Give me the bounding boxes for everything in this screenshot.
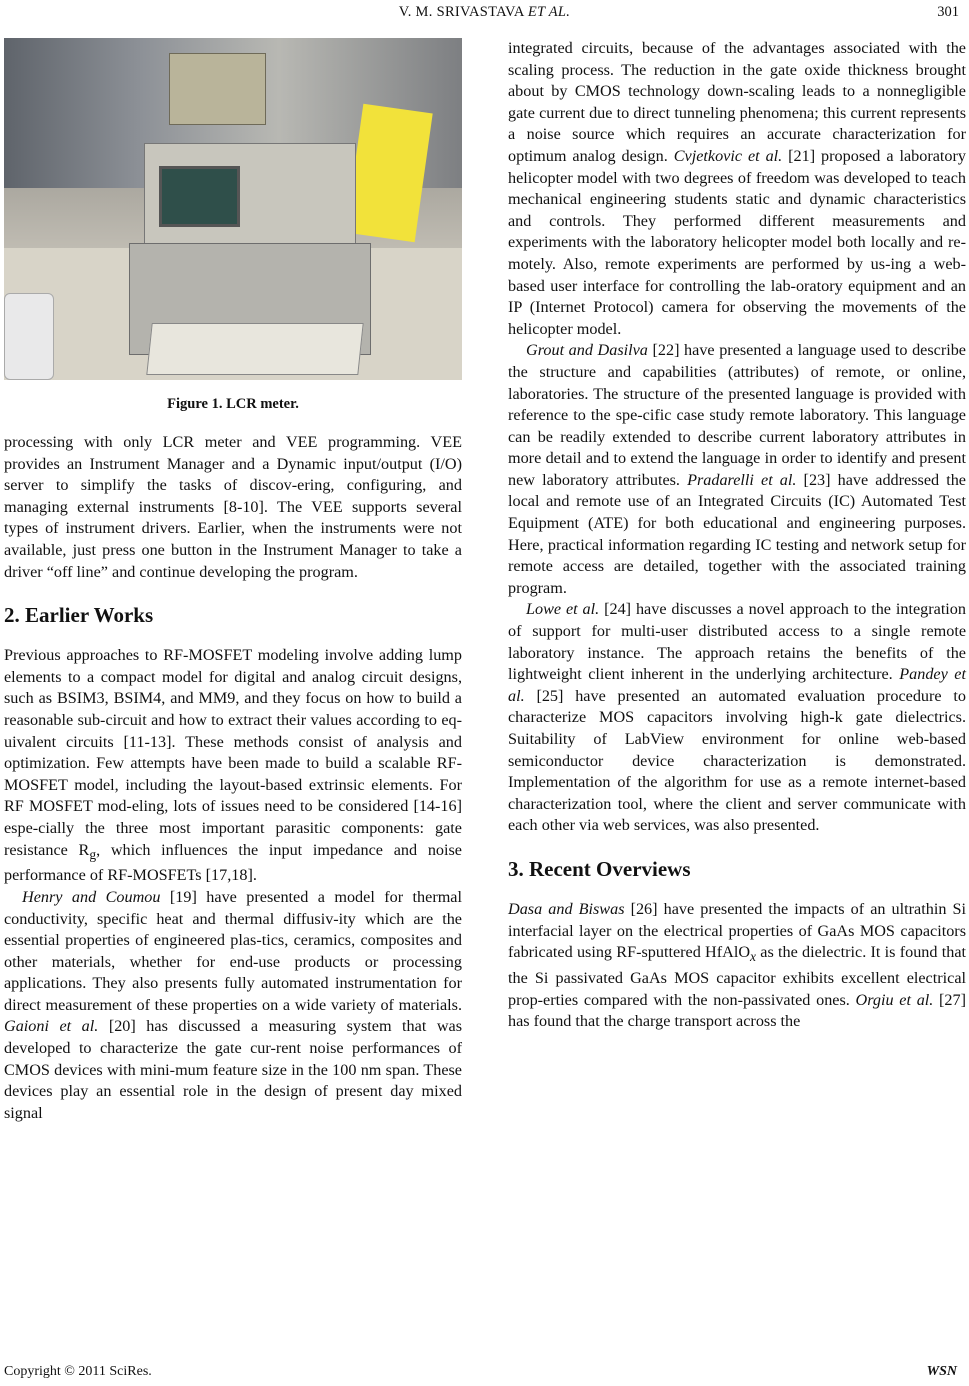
r-para4-author-2: Orgiu et al. (855, 990, 934, 1009)
para2-text-a: Previous approaches to RF-MOSFET modeling involve adding lump elements to a compact model for digital and analog circuit designs, such as BSIM3, BSIM4, and MM9, and they focus on how to build a reasonable sub-circuit and how to extract their values according to eq-uivalent circuits [11-13]. These methods consist of analysis and optimization. Few attempts have been made to build a scalable RF-MOSFET model, including the layout-based extrinsic elements. For RF MOSFET mod-eling, lots of issues need to be considered [14-16] espe-cially the three most important parasitic components: gate resistance R (4, 646, 462, 859)
para3-author-1: Henry and Coumou (22, 887, 161, 906)
photo-lcr-screen (159, 166, 240, 227)
figure-lcr-meter-photo (4, 38, 462, 380)
right-paragraph-4 (508, 899, 966, 1033)
r-para4-subscript: x (750, 949, 757, 965)
right-paragraph-2 (508, 340, 966, 599)
left-paragraph-1: processing with only LCR meter and VEE programming. VEE provides an Instrument Manager and a Dynamic input/output (I/O) server to simplify the tasks of discov-ering, configuring, and managing external instruments [8-10]. The VEE supports several types of instrument drivers. Earlier, when the instruments were not available, just press one button in the Instrument Manager to take a driver “off line” and continue developing the program. (4, 433, 462, 581)
right-paragraph-1 (508, 38, 966, 340)
figure-caption: Figure 1. LCR meter. (167, 396, 299, 412)
running-head (0, 4, 969, 21)
photo-keyboard (146, 323, 363, 375)
footer-journal: WSN (926, 1364, 957, 1379)
r-para2-text-b: [23] have addressed the local and remote use of an Integrated Circuits (IC) Automated Test Equipment (ATE) for both educational and engineering purposes. Here, practical information regarding IC testing and network setup for remote access are detailed, together with the associated training program. (508, 470, 966, 597)
left-column (4, 38, 462, 1124)
r-para4-text-a: [26] have presented the impacts of an ultrathin Si interfacial layer on the electrical properties of GaAs MOS capacitors fabricated using RF-sputtered HfAlO (508, 899, 966, 962)
page-number: 301 (937, 4, 959, 20)
r-para4-author-1: Dasa and Biswas (508, 899, 625, 918)
photo-telephone (4, 293, 54, 380)
para2-text-b: , which influences the input impedance and noise performance of RF-MOSFETs [17,18]. (4, 840, 462, 885)
photo-top-box (169, 53, 266, 125)
right-column (508, 38, 966, 1033)
section-heading-recent-overviews: 3. Recent Overviews (508, 856, 691, 881)
page-header (0, 0, 969, 30)
footer-copyright: Copyright © 2011 SciRes. (4, 1364, 152, 1379)
r-para4-text-c: [27] has found that the charge transport across the (508, 990, 966, 1031)
r-para3-author-2: Pandey et al. (508, 665, 966, 705)
page-footer (0, 1364, 969, 1386)
para3-author-2: Gaioni et al. (4, 1017, 99, 1036)
r-para3-author-1: Lowe et al. (526, 600, 600, 619)
r-para3-text-b: [25] have presented an automated evaluation procedure to characterize MOS capacitors involving high-k gate dielectrics. Suitability of LabView environment for online web-based semiconductor device characterization is demonstrated. Implementation of the algorithm for use as a remote internet-based characterization tool, where the client and server communicate with each other via web services, was also presented. (508, 686, 966, 835)
r-para1-text-a: integrated circuits, because of the advantages associated with the scaling process. The reduction in the gate oxide thickness brought about by CMOS technology down-scaling leads to a nonnegligible gate current due to direct tunneling phenomena; this current represents a noise source which requires an accurate characterization for optimum analog design. (508, 39, 966, 165)
right-paragraph-3 (508, 599, 966, 837)
r-para2-text-a: [22] have presented a language used to describe the structure and capabilities (attributes) of remote, or online, laboratories. The structure of the presented language is provided with reference to the spe-cific case study remote laboratory. This language can be readily extended to describe current laboratory attributes in more detail and to extend the language in order to identify and present new laboratory attributes. (508, 341, 966, 489)
r-para2-author-2: Pradarelli et al. (687, 470, 797, 489)
r-para3-text-a: [24] have discusses a novel approach to the integration of support for multi-user distributed access to a single remote laboratory instance. The approach retains the benefits of the lightweight client inherent in the underlying architecture. (508, 600, 966, 684)
para3-text-b: [20] has discussed a measuring system that was developed to characterize the gate cur-rent noise performances of CMOS devices with mini-mum feature size in the 100 nm span. These devices play an essential role in the design of present day mixed signal (4, 1017, 462, 1122)
left-paragraph-3 (4, 887, 462, 1125)
r-para1-author: Cvjetkovic et al. (673, 146, 783, 165)
r-para1-text-b: [21] proposed a laboratory helicopter model with two degrees of freedom was developed to teach mechanical engineering students static and dynamic characteristics and controls. They performed different measurements and experiments with the laboratory helicopter model both locally and re-motely. Also, remote experiments are performed by us-ing a web-based user interface for controlling the lab-oratory equipment and an IP (Internet Protocol) camera for observing the movements of the helicopter model. (508, 146, 966, 338)
para2-subscript: g (89, 846, 97, 862)
left-paragraph-2 (4, 645, 462, 887)
running-head-author: V. M. SRIVASTAVA (398, 4, 524, 20)
running-head-etal: ET AL. (527, 4, 571, 20)
para3-text-a: [19] have presented a model for thermal conductivity, specific heat and thermal diffusiv-ity which are the essential properties of engineered plas-tics, ceramics, composites and other materials, whether for end-use products or processing applications. They also presents fully automated instrumentation for direct measurement of these properties on a wide variety of materials. (4, 887, 462, 1014)
r-para2-author-1: Grout and Dasilva (526, 341, 648, 360)
r-para4-text-b: as the dielectric. It is found that the Si passivated GaAs MOS capacitor exhibits excellent electrical prop-erties compared with the non-passivated ones. (508, 943, 966, 1009)
section-heading-earlier-works: 2. Earlier Works (4, 603, 154, 628)
